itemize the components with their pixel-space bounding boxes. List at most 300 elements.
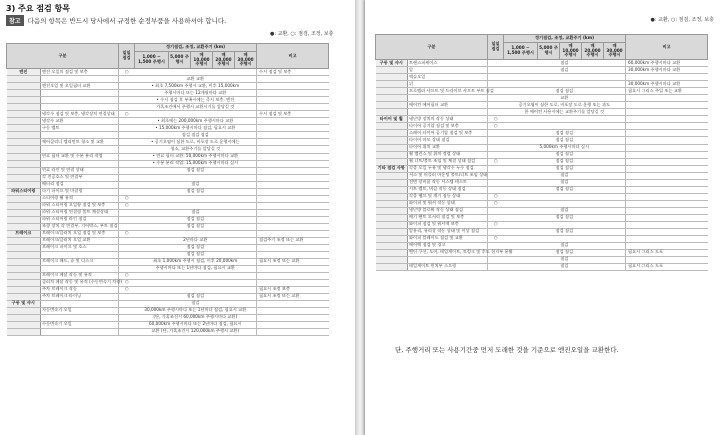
interval-cell: 주행시마다 또는 1년마다 점검, 필요시 교환 [135, 265, 257, 272]
daily-cell: ○ [119, 195, 135, 202]
daily-cell [119, 174, 135, 181]
daily-cell [488, 228, 504, 235]
remark-cell [257, 181, 329, 188]
interval-cell: 점검 점검 [135, 188, 257, 195]
col-interval: 정기점검, 조정, 교환주기 (km) [135, 44, 257, 52]
remark-cell [257, 328, 329, 335]
group-cell [7, 328, 41, 335]
item-cell: 연료 필터 교환 및 수분 분리 작업 [41, 153, 119, 160]
daily-cell [488, 165, 504, 172]
remark-cell: 필요시 조정 보충 [257, 286, 329, 293]
daily-cell [119, 237, 135, 244]
item-cell: 냉각수 교환 [41, 118, 119, 125]
remark-cell [626, 200, 708, 207]
interval-cell: 공기오염이 심한 도로, 비포장 도로 운행 또는 과도 [504, 102, 626, 109]
daily-cell [119, 265, 135, 272]
table-row [376, 144, 708, 151]
item-cell: 냉난방 장치의 작동 상태 [408, 116, 488, 123]
item-cell [41, 104, 119, 111]
item-cell [41, 146, 119, 153]
remark-cell: 60,000km 주행시마다 교환 [626, 60, 708, 67]
group-cell [7, 237, 41, 244]
item-cell: 밴딘 쿠션, 도어, 테일게이트, 트렁크 및 후드 힌지부 윤활 [409, 249, 513, 255]
interval-cell: 교환 교환 [135, 76, 257, 83]
maintenance-table-left [6, 43, 329, 336]
daily-cell [488, 74, 504, 81]
remark-cell [626, 144, 708, 151]
interval-cell [135, 195, 257, 202]
item-cell: 브레이크 페달 작동 및 유격 [41, 272, 119, 279]
remark-cell [257, 216, 329, 223]
remark-cell [257, 76, 329, 83]
group-cell [376, 263, 408, 270]
interval-cell [504, 81, 626, 88]
remark-cell: 30,000km 주행시마다 교환 [626, 81, 708, 88]
remark-cell [257, 195, 329, 202]
item-cell: 타이어 위치 교환 [408, 144, 488, 151]
left-page [0, 0, 355, 435]
daily-cell [488, 144, 504, 151]
group-cell [376, 256, 408, 263]
section-heading: 3) 주요 점검 항목 [6, 4, 70, 13]
remark-cell [257, 202, 329, 209]
reference-text: 다음의 항목은 반드시 당사에서 규정한 순정부품을 사용하셔야 합니다. [27, 17, 227, 25]
table-row [376, 60, 708, 67]
col-km4: 매 20,000 주행시 [582, 42, 604, 59]
item-cell: 파워 스티어링 연결링 볼트 체결상태 [41, 209, 119, 216]
daily-cell [119, 139, 135, 146]
item-cell: 엔진오일 및 오일필터 교환 [41, 83, 119, 90]
daily-cell: ○ [119, 69, 135, 76]
remark-cell [257, 167, 329, 174]
remark-cell [257, 153, 329, 160]
remark-cell [626, 74, 708, 81]
item-cell: 수동변속기 오일 [41, 321, 119, 328]
remark-cell: 필요시 조정 또는 교환 [257, 293, 329, 300]
remark-cell [257, 90, 329, 97]
daily-cell [119, 300, 135, 307]
remark-cell [626, 235, 708, 242]
daily-cell: ○ [488, 235, 504, 242]
remark-cell [257, 244, 329, 251]
col-km5: 매 30,000 주행시 [604, 42, 626, 59]
group-cell: 브레이크 [7, 230, 41, 237]
interval-cell: • 최초 7,500km 주행시 교환, 이후 15,000km [135, 83, 257, 90]
interval-cell: 점검 점검 [135, 167, 257, 174]
interval-cell: 30,000km 주행시마다 또는 1년마다 점검, 필요시 교환 [135, 307, 257, 314]
item-cell: 클러치 페달 작동 및 유격 (수동변속기 차량) [42, 279, 123, 285]
group-cell [7, 202, 41, 209]
daily-cell: ○ [488, 158, 504, 165]
remark-cell [257, 97, 329, 104]
table-row [376, 116, 708, 123]
daily-cell [119, 132, 135, 139]
item-cell: 각종 오일 누유 및 냉각수 누수 점검 [408, 165, 488, 172]
daily-cell [119, 76, 135, 83]
table-row [7, 125, 329, 132]
interval-cell: 점검 점검 [504, 214, 626, 221]
daily-cell [119, 258, 135, 265]
daily-cell: ○ [119, 230, 135, 237]
interval-cell: 점검 [504, 179, 626, 186]
interval-cell: 점검 점검 [135, 216, 257, 223]
group-cell [376, 200, 408, 207]
table-row [7, 111, 329, 118]
daily-cell [488, 263, 504, 270]
daily-cell: ○ [488, 200, 504, 207]
table-row [7, 174, 329, 181]
remark-cell [257, 209, 329, 216]
daily-cell [488, 81, 504, 88]
remark-cell [626, 151, 708, 158]
table-row [376, 102, 708, 109]
daily-cell [488, 207, 504, 214]
item-cell: 스페어 타이어 공기압 점검 및 보충 [408, 130, 488, 137]
item-cell: 프로펠러 샤프트 및 드라이브 샤프트 부트 점검 [409, 87, 494, 93]
daily-cell [119, 118, 135, 125]
item-cell: 구동 벨트 [41, 125, 119, 132]
remark-cell [257, 146, 329, 153]
remark-cell [626, 207, 708, 214]
group-cell: 기타 점검 사항 [376, 165, 408, 172]
daily-cell [488, 137, 504, 144]
remark-cell [626, 123, 708, 130]
daily-cell [119, 223, 135, 230]
remark-cell [626, 158, 708, 165]
interval-cell: 점검 점검 [504, 249, 626, 256]
item-cell: 에어클리너 엘리먼트 청소 및 교환 [41, 139, 119, 146]
interval-cell: 점검 [504, 67, 626, 74]
table-row [376, 95, 708, 102]
item-cell: 에어백 점검 및 경고 [408, 242, 488, 249]
item-cell: 에어컨 에어필터 교환 [408, 102, 488, 109]
interval-cell: • 15,000km 주행시마다 점검, 필요시 교환 [135, 125, 257, 132]
group-cell [7, 83, 41, 90]
item-cell: 파워 스티어링 라인 점검 [41, 216, 119, 223]
daily-cell [488, 256, 504, 263]
daily-cell [488, 102, 504, 109]
remark-cell: 필요시 그리스 도포 [626, 263, 708, 270]
group-cell [7, 321, 41, 328]
interval-cell: 교환 (단, 가혹조건시 120,000km 주행시 교환) [135, 328, 257, 335]
remark-cell [626, 193, 708, 200]
group-cell [7, 307, 41, 314]
item-cell: 와이퍼 블레이드 점검 및 교환 [408, 235, 488, 242]
daily-cell [119, 314, 135, 321]
reference-note [6, 15, 226, 26]
remark-cell: 수시 점검 및 보충 [257, 69, 329, 76]
remark-cell: 30,000km 주행시마다 교환 [626, 67, 708, 74]
daily-cell [119, 293, 135, 300]
table-row [7, 104, 329, 111]
interval-cell [504, 193, 626, 200]
daily-cell [488, 186, 504, 193]
remark-cell [257, 83, 329, 90]
interval-cell: 점검 점검 [504, 130, 626, 137]
col-remark: 비고 [257, 44, 329, 69]
remark-cell [626, 165, 708, 172]
interval-cell: 점검 점검 점검 [135, 132, 257, 139]
table-row [376, 151, 708, 158]
group-cell [7, 132, 41, 139]
group-cell [7, 104, 41, 111]
group-cell [7, 251, 41, 258]
table-row [376, 263, 708, 270]
col-group: 구분 [376, 35, 488, 60]
book-gutter [355, 0, 365, 435]
interval-cell: 점검 점검 [135, 293, 257, 300]
right-page [365, 0, 720, 435]
interval-cell: 60,000km 주행시마다 또는 2년마다 점검, 필요시 [135, 321, 257, 328]
item-cell [408, 95, 488, 102]
group-cell [7, 125, 41, 132]
remark-cell [257, 174, 329, 181]
group-cell [7, 160, 41, 167]
item-cell: 파워 스티어링 오일량 점검 및 보충 [41, 202, 119, 209]
group-cell [376, 179, 408, 186]
remark-cell [626, 95, 708, 102]
interval-cell: • 수분 분리 작업: 15,000km 주행시마다 실시 [135, 160, 257, 167]
interval-cell: 점검 [135, 209, 257, 216]
table-row [376, 67, 708, 74]
daily-cell [119, 167, 135, 174]
group-cell [7, 272, 41, 279]
interval-cell: • 수시 점검 후 부족시에는 즉시 보충, 엔진 [135, 97, 257, 104]
group-cell [7, 146, 41, 153]
group-cell [7, 216, 41, 223]
item-cell: 타이어 공기압 점검 및 보충 [408, 123, 488, 130]
interval-cell: • 공기오염이 심한 도로, 비포장 도로 운행시에는 [135, 139, 257, 146]
group-cell [7, 139, 41, 146]
interval-cell: 청소, 교환주기를 앞당길 것 [135, 146, 257, 153]
remark-cell [626, 137, 708, 144]
daily-cell [488, 214, 504, 221]
table-row [7, 167, 329, 174]
group-cell [7, 90, 41, 97]
item-cell [41, 160, 119, 167]
table-body-right [376, 60, 708, 270]
interval-cell: 점검 [504, 172, 626, 179]
interval-cell: 점검 점검 [504, 137, 626, 144]
interval-cell: 점검 점검 [135, 244, 257, 251]
remark-cell: 점검주기 조정 또는 교환 [257, 237, 329, 244]
daily-cell [119, 83, 135, 90]
item-cell: 주차 브레이크 작동 [41, 286, 119, 293]
item-cell: 브레이크 파이프 및 호스 [41, 244, 119, 251]
item-cell [41, 132, 119, 139]
interval-cell [135, 279, 257, 286]
legend-left: ●: 교환, ○: 점검, 조정, 보충 [270, 31, 334, 37]
interval-cell: 2년마다 교환 [135, 237, 257, 244]
item-cell: 테일게이트 윈치부 스프링 [408, 263, 488, 270]
daily-cell [488, 95, 504, 102]
interval-cell: 점검 점검 [504, 228, 626, 235]
interval-cell: • 최초에는 200,000km 주행시마다 교환 [135, 118, 257, 125]
interval-cell: 점검 점검 [135, 251, 257, 258]
item-cell: 브레이크 패드, 슈 및 디스크 [41, 258, 119, 265]
daily-cell [488, 60, 504, 67]
group-cell [7, 153, 41, 160]
table-row [376, 249, 708, 256]
maintenance-table-right [375, 34, 708, 271]
daily-cell [488, 179, 504, 186]
daily-cell [119, 321, 135, 328]
col-km4: 매 20,000 주행시 [213, 51, 235, 68]
reference-tag: 참고 [6, 15, 24, 26]
table-row [376, 109, 708, 116]
remark-cell: 필요시 그리스 주입 또는 교환 [626, 88, 708, 95]
group-cell [376, 81, 408, 88]
remark-cell [626, 214, 708, 221]
item-cell: 자동변속기 오일 [41, 307, 119, 314]
daily-cell [119, 244, 135, 251]
remark-cell [257, 272, 329, 279]
remark-cell [257, 314, 329, 321]
interval-cell [135, 272, 257, 279]
group-cell [376, 130, 408, 137]
item-cell [408, 109, 488, 116]
item-cell [41, 328, 119, 335]
col-km3: 매 10,000 주행시 [191, 51, 213, 68]
interval-cell: 점검 점검 [504, 165, 626, 172]
interval-cell: 점검 점검 [504, 158, 626, 165]
remark-cell [257, 125, 329, 132]
group-cell [7, 174, 41, 181]
item-cell: 조향 장치 각 연결부, 기어박스, 부트 점검 [42, 223, 118, 229]
table-row [376, 88, 708, 95]
table-row [7, 139, 329, 146]
group-cell [7, 258, 41, 265]
remark-cell [257, 307, 329, 314]
item-cell: 전면 장비품 작동 시스템 테스트 [408, 179, 488, 186]
remark-cell [257, 104, 329, 111]
group-cell [376, 214, 408, 221]
item-cell: 와이퍼 점검 및 워셔액 보충 [408, 221, 488, 228]
group-cell [376, 109, 408, 116]
remark-cell [257, 223, 329, 230]
item-cell: 냉각수 점검 및 보충, 냉각장치 연결상태 [41, 111, 119, 118]
interval-cell: 점검 점검 [504, 151, 626, 158]
table-row [7, 328, 329, 335]
group-cell: 구동 및 샤시 [7, 300, 41, 307]
group-cell [376, 144, 408, 151]
table-row [7, 160, 329, 167]
table-row [376, 123, 708, 130]
group-cell [7, 265, 41, 272]
remark-cell [626, 186, 708, 193]
item-cell: 엔진 오일의 점검 및 보충 [41, 69, 119, 76]
group-cell [376, 137, 408, 144]
group-cell [376, 123, 408, 130]
remark-cell [257, 160, 329, 167]
table-row [376, 165, 708, 172]
col-km2: 5,000 주행시 [538, 42, 560, 59]
table-row [7, 90, 329, 97]
remark-cell [626, 228, 708, 235]
remark-cell: 필요시 그리스 도포 [626, 249, 708, 256]
group-cell [376, 158, 408, 165]
col-km1: 1,000 ~ 1,500 주행시 [135, 51, 169, 68]
group-cell [7, 76, 41, 83]
group-cell [7, 209, 41, 216]
interval-cell [504, 74, 626, 81]
table-body-left [7, 69, 329, 336]
daily-cell: ○ [119, 279, 135, 286]
daily-cell [488, 109, 504, 116]
daily-cell: ○ [488, 123, 504, 130]
interval-cell: 점검 [504, 256, 626, 263]
group-cell: 파워스티어링 [7, 188, 41, 195]
remark-cell [626, 221, 708, 228]
daily-cell [119, 328, 135, 335]
group-cell [376, 88, 408, 95]
table-row [376, 81, 708, 88]
remark-cell [626, 109, 708, 116]
interval-cell: 점검 [135, 300, 257, 307]
remark-cell [257, 118, 329, 125]
interval-cell: • 연료 필터 교환: 50,000km 주행시마다 교환 [135, 153, 257, 160]
daily-cell: ○ [119, 202, 135, 209]
remark-cell [257, 265, 329, 272]
item-cell: 브레이크/클러치 오일 교환 [41, 237, 119, 244]
group-cell [376, 249, 408, 256]
table-row [7, 293, 329, 300]
table-row [7, 118, 329, 125]
item-cell: 시트 벨트, 버클 작동 상태 점검 [408, 186, 488, 193]
daily-cell: ○ [119, 286, 135, 293]
interval-cell: 한 에어컨 사용시에는 교환주기를 앞당길 것 [504, 109, 626, 116]
interval-cell: 점검 [504, 242, 626, 249]
group-cell [7, 118, 41, 125]
group-cell [376, 172, 408, 179]
item-cell: 서스 및 머플러 마운팅 볼트/너트 조임 상태 [409, 172, 488, 178]
daily-cell [488, 172, 504, 179]
daily-cell [119, 209, 135, 216]
table-row [7, 83, 329, 90]
group-cell [7, 97, 41, 104]
item-cell: 브레이크/클러치 오일 점검 및 보충 [41, 230, 119, 237]
col-km3: 매 10,000 주행시 [560, 42, 582, 59]
item-cell [41, 97, 119, 104]
table-row [7, 244, 329, 251]
interval-cell: 점검 점검 [504, 88, 626, 95]
interval-cell [135, 111, 257, 118]
col-km2: 5,000 주행시 [169, 51, 191, 68]
daily-cell [119, 181, 135, 188]
table-row [376, 137, 708, 144]
item-cell: 앞 [408, 67, 488, 74]
interval-cell: 교환 [504, 95, 626, 102]
table-row [376, 130, 708, 137]
interval-cell [135, 174, 257, 181]
daily-cell: ○ [119, 272, 135, 279]
col-interval: 정기점검, 조정, 교환주기 (km) [504, 35, 626, 43]
remark-cell [626, 172, 708, 179]
item-cell: 각종 램프 및 계기 점등 상태 [408, 193, 488, 200]
group-cell [376, 207, 408, 214]
remark-cell [626, 130, 708, 137]
remark-cell [257, 188, 329, 195]
item-cell: 액슬오일 [408, 74, 488, 81]
group-cell: 엔진 [7, 69, 41, 76]
table-row [7, 76, 329, 83]
group-cell [376, 95, 408, 102]
table-row [7, 146, 329, 153]
table-row [7, 153, 329, 160]
daily-cell [119, 216, 135, 223]
table-row [376, 74, 708, 81]
group-cell [376, 151, 408, 158]
